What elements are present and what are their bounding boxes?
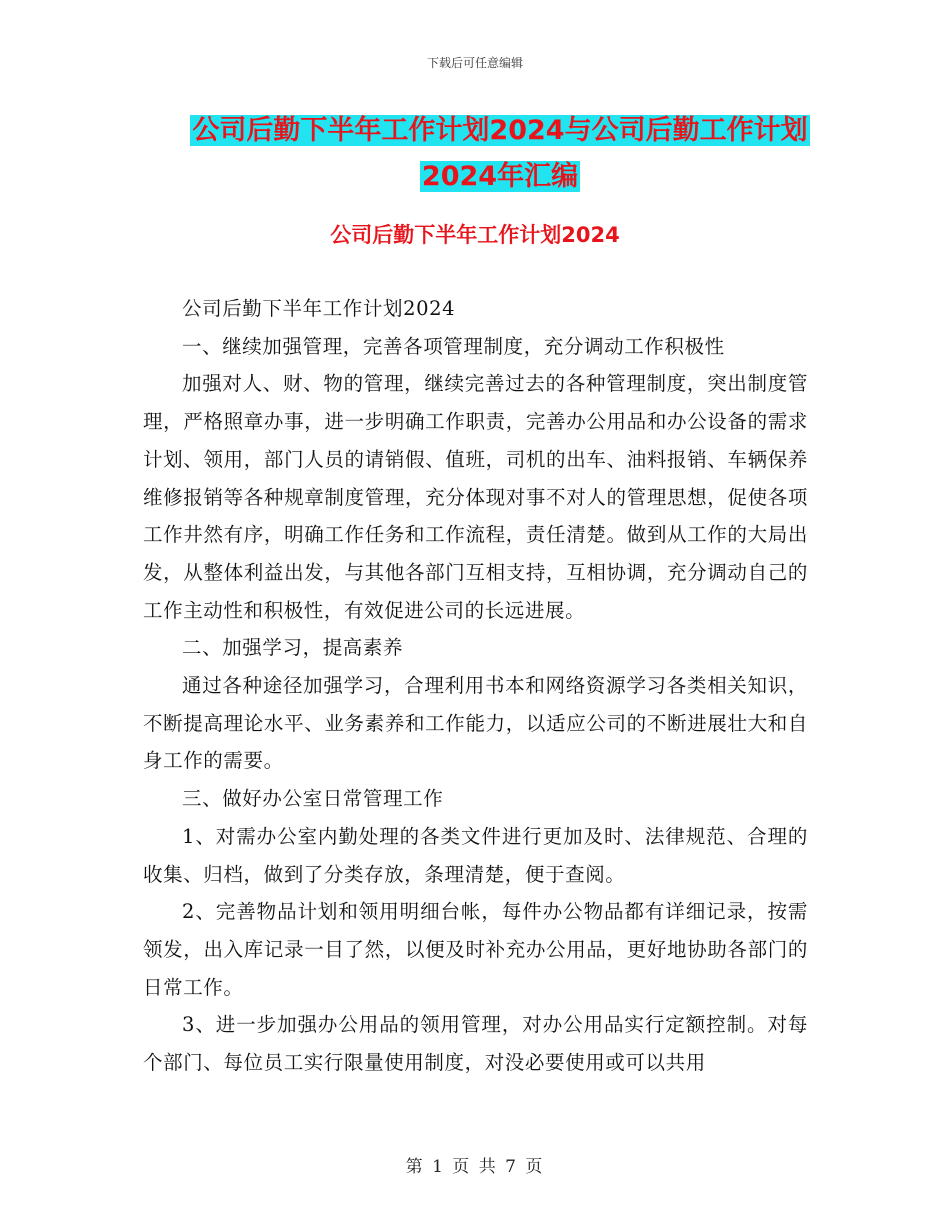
paragraph: 公司后勤下半年工作计划2024 <box>182 297 456 320</box>
paragraph-heading: 三、做好办公室日常管理工作 <box>182 787 444 811</box>
paragraph: 2、完善物品计划和领用明细台帐，每件办公物品都有详细记录，按需领发，出入库记录一目了然，以便及时补充办公用品，更好地协助各部门的日常工作。 <box>143 900 808 999</box>
document-title <box>150 108 850 200</box>
document-title-line-2: 2024年汇编 <box>421 161 579 192</box>
document-body <box>143 290 808 1082</box>
document-title-line-1: 公司后勤下半年工作计划2024与公司后勤工作计划 <box>192 115 808 146</box>
paragraph: 3、进一步加强办公用品的领用管理，对办公用品实行定额控制。对每个部门、每位员工实行限量使用制度，对没必要使用或可以共用 <box>143 1013 808 1075</box>
paragraph-heading: 二、加强学习，提高素养 <box>182 636 404 660</box>
paragraph: 1、对需办公室内勤处理的各类文件进行更加及时、法律规范、合理的收集、归档，做到了分类存放，条理清楚，便于查阅。 <box>143 824 808 886</box>
section-title: 公司后勤下半年工作计划2024 <box>330 223 620 247</box>
header-note: 下载后可任意编辑 <box>426 56 523 70</box>
page-number-footer: 第 1 页 共 7 页 <box>405 1157 545 1177</box>
paragraph: 通过各种途径加强学习，合理利用书本和网络资源学习各类相关知识，不断提高理论水平、业务素养和工作能力，以适应公司的不断进展壮大和自身工作的需要。 <box>143 674 808 773</box>
paragraph-heading: 一、继续加强管理，完善各项管理制度，充分调动工作积极性 <box>182 334 725 358</box>
paragraph: 加强对人、财、物的管理，继续完善过去的各种管理制度，突出制度管理，严格照章办事，进一步明确工作职责，完善办公用品和办公设备的需求计划、领用，部门人员的请销假、值班，司机的出车、油料报销、车辆保养维修报销等各种规章制度管理，充分体现对事不对人的管理思想，促使各项工作井然有序，明确工作任务和工作流程，责任清楚。做到从工作的大局出发，从整体利益出发，与其他各部门互相支持，互相协调，充分调动自己的工作主动性和积极性，有效促进公司的长远进展。 <box>143 372 808 622</box>
